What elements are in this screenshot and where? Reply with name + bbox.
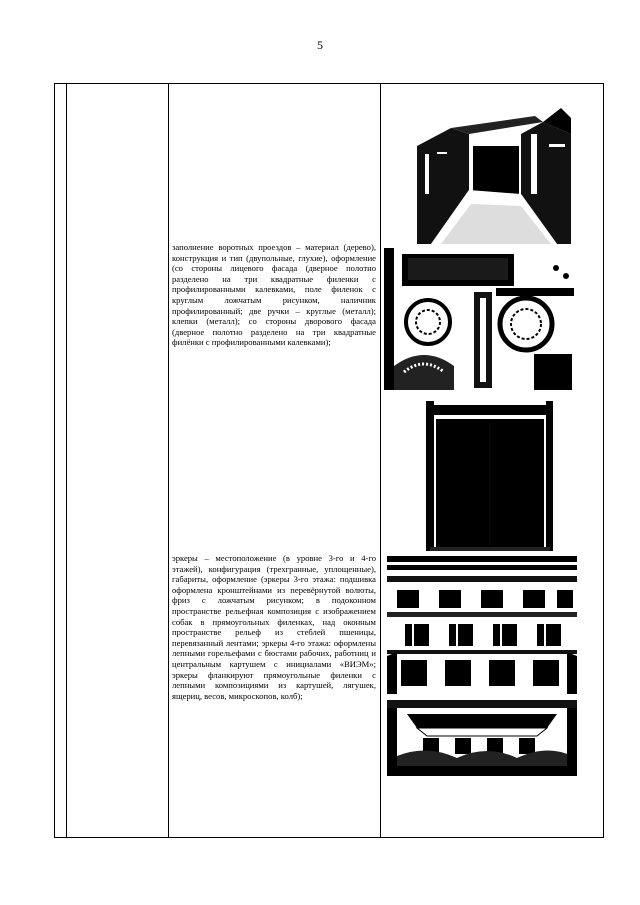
column-divider [66, 84, 67, 837]
gate-description: заполнение воротных проездов – материал (дерево), конструкция и тип (двупольные, глухие), оформление (со стороны лицевого фасада (дверное полотно разделено на три квадратные филенки с профилированными калевками, поле филенок с круглым ложчатым рисунком, наличник профилированный; две ручки – круглые (металл); клепки (металл); со стороны дворового фасада (дверное полотно разделено на три квадратные филёнки с профилированными калевками); [172, 242, 376, 348]
column-divider [168, 84, 169, 837]
bay-window-detail-photo [387, 700, 577, 776]
bay-windows-facade-photo [387, 556, 577, 694]
courtyard-door-photo [426, 401, 553, 551]
bay-window-description: эркеры – местоположение (в уровне 3-го и 4-го этажей), конфигурация (трехгранные, уплощенные), габариты, оформление (эркеры 3-го этажа: подшивка оформлена кронштейнами из перевёрнутой волюты, фриз с ложчатым рисунком; в подоконном пространстве рельефная композиция с изображением собак в прямоугольных филенках, над оконным пространстве рельеф из стеблей пшеницы, перевязанный лентами; эркеры 4-го этажа: оформлены лепными горельефами с бюстами рабочих, работниц и центральным картушем с инициалами «ВИЭМ»; эркеры фланкируют прямоугольные филенки с лепными композициями из картушей, лягушек, ящериц, весов, микроскопов, колб); [172, 553, 376, 701]
column-divider [380, 84, 381, 837]
gate-door-photo [384, 248, 576, 390]
page-number: 5 [317, 38, 323, 52]
gate-passage-photo [411, 94, 577, 244]
